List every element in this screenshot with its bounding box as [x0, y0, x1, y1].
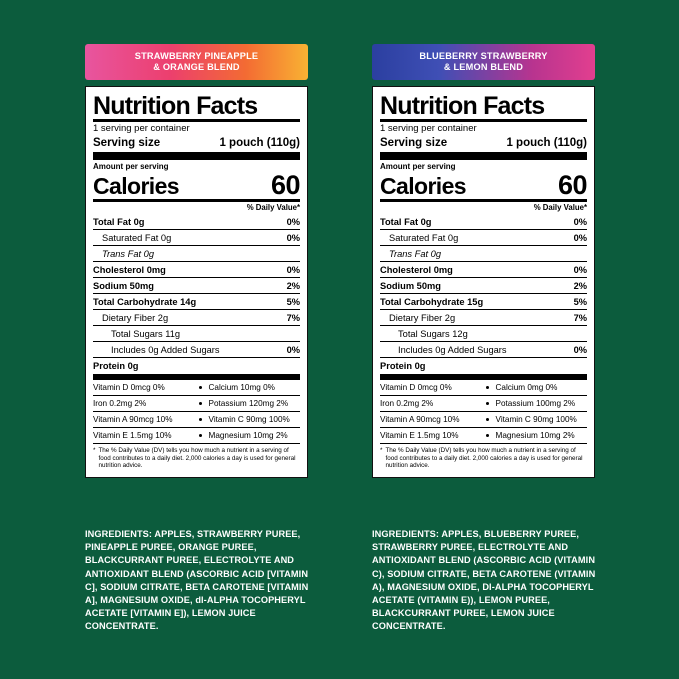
nutrient-row: [380, 230, 587, 246]
vitamin-right: Vitamin C 90mg 100%: [495, 415, 577, 424]
nutrient-name: Trans Fat 0g: [102, 248, 155, 259]
nutrition-panel-blueberry-strawberry-lemon: [372, 44, 595, 478]
nutrient-name: Cholesterol 0mg: [380, 264, 453, 275]
serving-size-row: [380, 136, 587, 152]
nutrient-name: Sodium 50mg: [380, 280, 441, 291]
calories-row: [380, 172, 587, 199]
nutrition-facts-label: [372, 86, 595, 478]
footnote-star: *: [93, 447, 96, 454]
nutrient-dv: 5%: [573, 296, 587, 307]
servings-per-container: 1 serving per container: [93, 123, 190, 134]
footnote-text: The % Daily Value (DV) tells you how much a nutrient in a serving of food contributes to a daily diet. 2,000 calories a day is used for general nutrition advice.: [98, 447, 296, 470]
nutrient-row: [380, 310, 587, 326]
nutrient-name: Total Sugars 11g: [111, 328, 181, 339]
footnote-text: The % Daily Value (DV) tells you how much a nutrient in a serving of food contributes to a daily diet. 2,000 calories a day is used for general nutrition advice.: [385, 447, 583, 470]
vitamin-right: Calcium 10mg 0%: [208, 383, 275, 392]
nutrient-dv: 0%: [573, 232, 587, 243]
nutrient-row: [93, 278, 300, 294]
vitamin-right: Magnesium 10mg 2%: [495, 431, 575, 440]
nutrient-name: Dietary Fiber 2g: [102, 312, 169, 323]
flavor-banner: [372, 44, 595, 80]
vitamin-row: [93, 428, 300, 444]
nutrient-row: [93, 358, 300, 373]
nutrition-facts-title: Nutrition Facts: [380, 92, 545, 120]
servings-per-container: 1 serving per container: [380, 123, 477, 134]
vitamin-left: Vitamin A 90mcg 10%: [93, 415, 173, 424]
flavor-banner-line1: STRAWBERRY PINEAPPLE: [134, 50, 259, 61]
vitamin-row: [380, 380, 587, 396]
nutrient-dv: 0%: [573, 216, 587, 227]
bullet-dot-icon: [199, 418, 202, 421]
nutrient-name: Includes 0g Added Sugars: [111, 344, 220, 355]
nutrient-name: Total Carbohydrate 15g: [380, 296, 484, 307]
vitamin-right: Magnesium 10mg 2%: [208, 431, 288, 440]
nutrient-dv: 2%: [573, 280, 587, 291]
nutrient-dv: 2%: [286, 280, 300, 291]
nutrient-dv: 0%: [286, 216, 300, 227]
nutrient-row: [93, 230, 300, 246]
calories-label: Calories: [93, 173, 179, 199]
nutrition-panel-strawberry-pineapple-orange: [85, 44, 308, 478]
vitamin-right: Vitamin C 90mg 100%: [208, 415, 290, 424]
bullet-dot-icon: [486, 418, 489, 421]
vitamin-left: Vitamin A 90mcg 10%: [380, 415, 460, 424]
flavor-banner-line2: & ORANGE BLEND: [153, 62, 240, 72]
flavor-banner-line1: BLUEBERRY STRAWBERRY: [419, 50, 548, 61]
vitamins-block: [93, 374, 300, 444]
vitamin-left: Iron 0.2mg 2%: [380, 399, 434, 408]
calories-label: Calories: [380, 173, 466, 199]
vitamins-block: [380, 374, 587, 444]
vitamin-row: [380, 428, 587, 444]
nutrient-name: Cholesterol 0mg: [93, 264, 166, 275]
nutrient-name: Dietary Fiber 2g: [389, 312, 456, 323]
nutrient-row: [380, 262, 587, 278]
nutrient-row: [93, 342, 300, 358]
nutrient-row: [380, 214, 587, 230]
vitamin-row: [380, 412, 587, 428]
daily-value-footnote: [93, 444, 300, 470]
vitamin-row: [93, 380, 300, 396]
nutrient-dv: 5%: [286, 296, 300, 307]
serving-size-label: Serving size: [93, 137, 161, 149]
flavor-banner: [85, 44, 308, 80]
calories-row: [93, 172, 300, 199]
daily-value-header: % Daily Value*: [533, 203, 587, 212]
vitamin-right: Potassium 120mg 2%: [208, 399, 289, 408]
vitamin-left: Vitamin D 0mcg 0%: [93, 383, 165, 392]
bullet-dot-icon: [199, 402, 202, 405]
ingredients-text-left: INGREDIENTS: APPLES, STRAWBERRY PUREE, PINEAPPLE PUREE, ORANGE PUREE, BLACKCURRANT PUREE, ELECTROLYTE AND ANTIOXIDANT BLEND (ASCORBIC ACID [VITAMIN C], SODIUM CITRATE, BETA CAROTENE [VITAMIN A], MAGNESIUM OXIDE, dl-ALPHA TOCOPHERYL ACETATE [VITAMIN E]), LEMON JUICE CONCENTRATE.: [85, 529, 309, 632]
nutrient-row: [380, 358, 587, 373]
nutrient-dv: 0%: [286, 344, 300, 355]
nutrient-row: [93, 310, 300, 326]
footnote-star: *: [380, 447, 383, 454]
nutrient-row: [93, 326, 300, 342]
nutrient-name: Protein 0g: [93, 360, 139, 371]
vitamin-row: [380, 396, 587, 412]
nutrient-dv: 7%: [573, 312, 587, 323]
vitamin-left: Vitamin D 0mcg 0%: [380, 383, 452, 392]
vitamin-row: [93, 412, 300, 428]
daily-value-footnote: [380, 444, 587, 470]
vitamin-left: Iron 0.2mg 2%: [93, 399, 147, 408]
serving-size-row: [93, 136, 300, 152]
nutrient-dv: 7%: [286, 312, 300, 323]
calories-value: 60: [557, 170, 587, 200]
nutrient-name: Sodium 50mg: [93, 280, 154, 291]
nutrient-name: Protein 0g: [380, 360, 426, 371]
vitamin-left: Vitamin E 1.5mg 10%: [93, 431, 172, 440]
nutrient-row: [380, 294, 587, 310]
nutrient-name: Total Fat 0g: [380, 216, 432, 227]
nutrient-dv: 0%: [573, 344, 587, 355]
nutrient-dv: 0%: [573, 264, 587, 275]
nutrient-row: [380, 342, 587, 358]
calories-value: 60: [270, 170, 300, 200]
ingredients-text-right: INGREDIENTS: APPLES, BLUEBERRY PUREE, STRAWBERRY PUREE, ELECTROLYTE AND ANTIOXIDANT BLEND (ASCORBIC ACID (VITAMIN C), SODIUM CITRATE, BETA CAROTENE (VITAMIN A), MAGNESIUM OXIDE, DI-ALPHA TOCOPHERYL ACETATE (VITAMIN E)), LEMON PUREE, BLACKCURRANT PUREE, LEMON JUICE CONCENTRATE.: [372, 529, 596, 632]
nutrient-row: [93, 294, 300, 310]
nutrient-dv: 0%: [286, 232, 300, 243]
bullet-dot-icon: [199, 386, 202, 389]
vitamin-left: Vitamin E 1.5mg 10%: [380, 431, 459, 440]
amount-per-serving-label: Amount per serving: [93, 162, 169, 171]
nutrient-name: Total Fat 0g: [93, 216, 145, 227]
nutrient-name: Includes 0g Added Sugars: [398, 344, 507, 355]
vitamin-right: Calcium 0mg 0%: [495, 383, 558, 392]
nutrient-row: [93, 214, 300, 230]
nutrient-name: Total Carbohydrate 14g: [93, 296, 197, 307]
nutrient-row: [380, 246, 587, 262]
nutrition-facts-title: Nutrition Facts: [93, 92, 258, 120]
daily-value-header: % Daily Value*: [246, 203, 300, 212]
nutrient-row: [93, 246, 300, 262]
bullet-dot-icon: [486, 434, 489, 437]
nutrient-name: Trans Fat 0g: [389, 248, 442, 259]
nutrient-name: Saturated Fat 0g: [102, 232, 172, 243]
nutrient-row: [380, 326, 587, 342]
nutrient-row: [93, 262, 300, 278]
nutrient-dv: 0%: [286, 264, 300, 275]
serving-size-label: Serving size: [380, 137, 448, 149]
nutrient-row: [380, 278, 587, 294]
bullet-dot-icon: [199, 434, 202, 437]
vitamin-right: Potassium 100mg 2%: [495, 399, 576, 408]
nutrient-name: Total Sugars 12g: [398, 328, 468, 339]
vitamin-row: [93, 396, 300, 412]
bullet-dot-icon: [486, 402, 489, 405]
amount-per-serving-label: Amount per serving: [380, 162, 456, 171]
nutrition-facts-label: [85, 86, 308, 478]
serving-size-value: 1 pouch (110g): [506, 137, 587, 149]
bullet-dot-icon: [486, 386, 489, 389]
nutrient-name: Saturated Fat 0g: [389, 232, 459, 243]
flavor-banner-line2: & LEMON BLEND: [443, 62, 524, 72]
serving-size-value: 1 pouch (110g): [219, 137, 300, 149]
